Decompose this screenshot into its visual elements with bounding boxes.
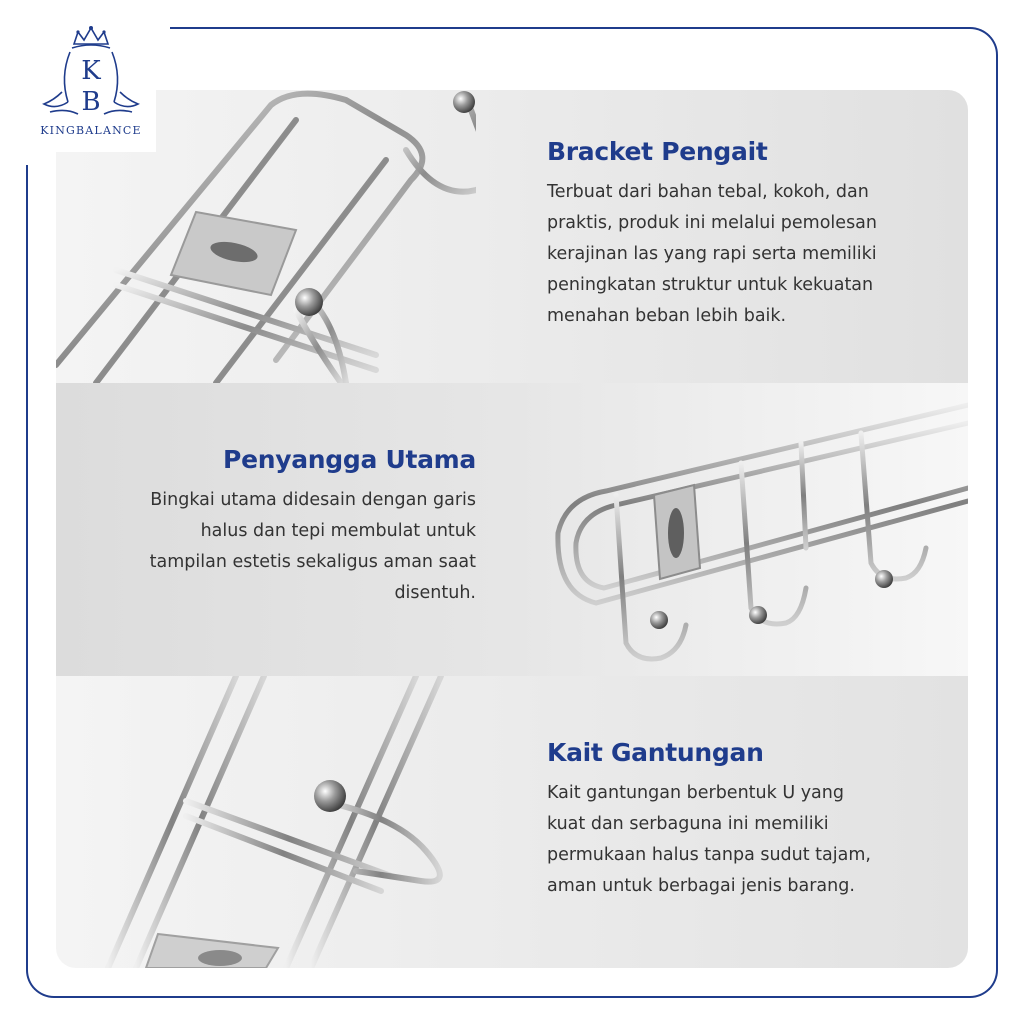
monogram-letter-bottom: B: [81, 87, 101, 117]
section-panel-frame: [56, 383, 968, 676]
description-line: Kait gantungan berbentuk U yang: [547, 783, 844, 803]
crown-monogram-icon: [26, 22, 156, 122]
section-text-bracket: [547, 135, 947, 332]
frame-left-line: [26, 165, 28, 970]
frame-right-line: [996, 55, 998, 970]
section-panel-bracket: [56, 90, 968, 383]
description-line: kuat dan serbaguna ini memiliki: [547, 814, 829, 834]
section-heading: Kait Gantungan: [547, 738, 764, 767]
description-line: halus dan tepi membulat untuk: [200, 521, 476, 541]
section-text-frame: [86, 443, 476, 609]
description-line: kerajinan las yang rapi serta memiliki: [547, 244, 877, 264]
description-line: peningkatan struktur untuk kekuatan: [547, 275, 874, 295]
description-line: aman untuk berbagai jenis barang.: [547, 876, 855, 896]
description-line: menahan beban lebih baik.: [547, 306, 787, 326]
description-line: Terbuat dari bahan tebal, kokoh, dan: [547, 182, 869, 202]
description-line: Bingkai utama didesain dengan garis: [150, 490, 476, 510]
frame-top-right-corner: [968, 27, 998, 57]
section-heading: Penyangga Utama: [223, 445, 476, 474]
description-line: disentuh.: [394, 583, 476, 603]
brand-name: KINGBALANCE: [40, 124, 142, 137]
frame-bottom-left-corner: [26, 968, 58, 998]
frame-bottom-right-corner: [968, 968, 998, 998]
frame-bottom-line: [56, 996, 970, 998]
brand-logo: [26, 22, 156, 152]
product-photo-frame: [496, 383, 968, 676]
description-line: praktis, produk ini melalui pemolesan: [547, 213, 877, 233]
section-text-hook: [547, 736, 947, 902]
monogram-letter-top: K: [81, 56, 101, 86]
section-description: [86, 485, 476, 609]
description-line: permukaan halus tanpa sudut tajam,: [547, 845, 871, 865]
description-line: tampilan estetis sekaligus aman saat: [149, 552, 476, 572]
product-photo-hook: [96, 676, 496, 968]
section-panel-hook: [56, 676, 968, 968]
section-description: [547, 778, 947, 902]
section-description: [547, 177, 947, 332]
section-heading: Bracket Pengait: [547, 137, 768, 166]
frame-top-line: [170, 27, 970, 29]
